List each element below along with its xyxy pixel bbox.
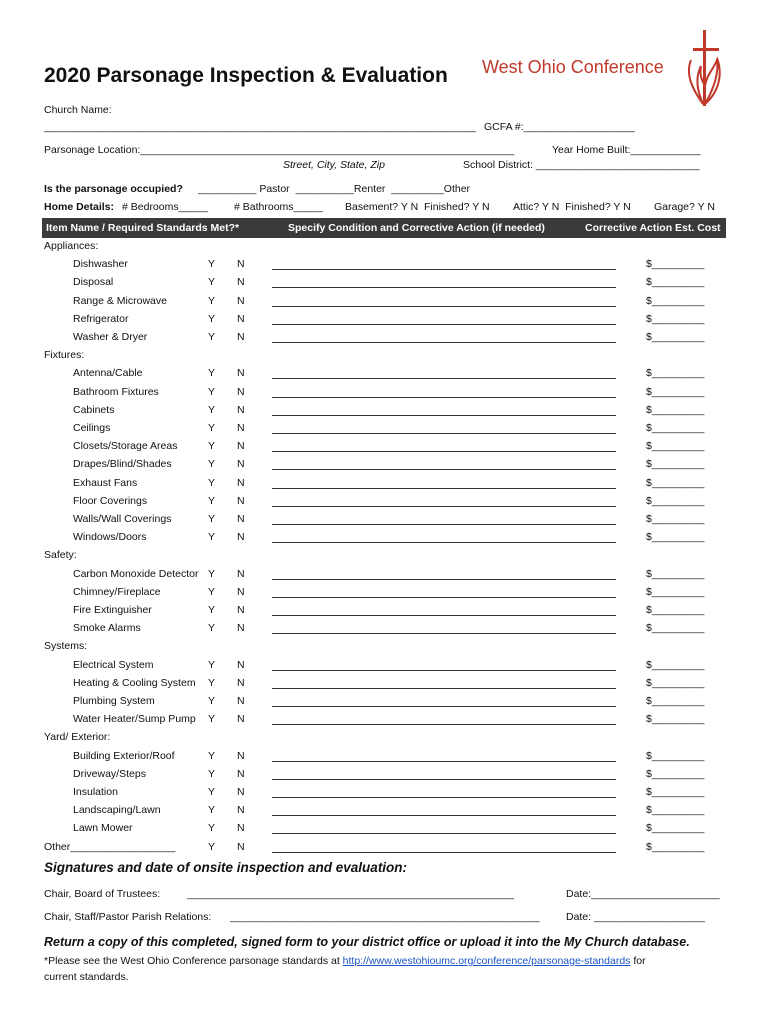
- note-suffix: for: [633, 955, 646, 967]
- condition-line[interactable]: [272, 688, 616, 689]
- yes-option[interactable]: Y: [208, 294, 216, 307]
- table-row: [0, 784, 770, 802]
- table-row: [0, 511, 770, 529]
- item-name: Refrigerator: [73, 312, 129, 325]
- no-option[interactable]: N: [237, 585, 245, 598]
- attic-field[interactable]: Attic? Y N Finished? Y N: [513, 201, 631, 213]
- header-item-name: Item Name / Required Standards Met?*: [46, 222, 240, 234]
- street-hint: Street, City, State, Zip: [283, 159, 385, 171]
- bedrooms-field[interactable]: # Bedrooms_____: [122, 201, 208, 213]
- table-row: [0, 839, 770, 857]
- cost-field[interactable]: $_________: [646, 804, 705, 817]
- condition-line[interactable]: [272, 415, 616, 416]
- cost-field[interactable]: $_________: [646, 440, 705, 453]
- yes-option[interactable]: Y: [208, 385, 216, 398]
- cost-field[interactable]: $_________: [646, 840, 705, 853]
- yes-option[interactable]: Y: [208, 676, 216, 689]
- condition-line[interactable]: [272, 542, 616, 543]
- cost-field[interactable]: $_________: [646, 749, 705, 762]
- category-label: Safety:: [44, 549, 77, 562]
- yes-option[interactable]: Y: [208, 786, 216, 798]
- date-field-2[interactable]: Date: ___________________: [566, 911, 705, 923]
- item-name: Water Heater/Sump Pump: [73, 713, 196, 726]
- table-row: [0, 766, 770, 784]
- table-row: [0, 620, 770, 638]
- condition-line[interactable]: [272, 761, 616, 762]
- condition-line[interactable]: [272, 597, 616, 598]
- table-row: [0, 365, 770, 383]
- table-row: [0, 693, 770, 711]
- item-name: Windows/Doors: [73, 531, 147, 544]
- item-name: Carbon Monoxide Detector: [73, 567, 199, 580]
- yes-option[interactable]: Y: [208, 658, 216, 671]
- condition-line[interactable]: [272, 815, 616, 816]
- cost-field[interactable]: $_________: [646, 567, 705, 580]
- conference-logo-text: West Ohio Conference: [482, 57, 664, 77]
- standards-note: [44, 955, 646, 967]
- table-row: [0, 402, 770, 420]
- table-row: [0, 566, 770, 584]
- table-row: [0, 675, 770, 693]
- cost-field[interactable]: $_________: [646, 458, 705, 471]
- table-row: [0, 657, 770, 675]
- home-details-label: Home Details:: [44, 201, 115, 213]
- item-name: Driveway/Steps: [73, 767, 146, 780]
- no-option[interactable]: N: [237, 604, 245, 616]
- no-option[interactable]: N: [237, 749, 245, 762]
- item-name: Fire Extinguisher: [73, 604, 152, 616]
- yes-option[interactable]: Y: [208, 258, 216, 271]
- item-name: Smoke Alarms: [73, 622, 141, 635]
- cross-flame-logo-icon: [683, 30, 723, 106]
- item-name: Disposal: [73, 276, 114, 289]
- item-name: Drapes/Blind/Shades: [73, 458, 172, 471]
- table-row: [0, 384, 770, 402]
- no-option[interactable]: N: [237, 804, 245, 817]
- yes-option[interactable]: Y: [208, 567, 216, 580]
- note-prefix: *Please see the West Ohio Conference parsonage standards at: [44, 955, 340, 967]
- yes-option[interactable]: Y: [208, 767, 216, 780]
- table-row: [0, 584, 770, 602]
- cost-field[interactable]: $_________: [646, 658, 705, 671]
- year-built-field[interactable]: Year Home Built:____________: [552, 144, 701, 156]
- church-name-label: Church Name:: [44, 104, 112, 116]
- yes-option[interactable]: Y: [208, 476, 216, 489]
- no-option[interactable]: N: [237, 567, 245, 580]
- no-option[interactable]: N: [237, 458, 245, 471]
- no-option[interactable]: N: [237, 440, 245, 453]
- yes-option[interactable]: Y: [208, 822, 216, 835]
- school-district-field[interactable]: School District: ____________________________: [463, 159, 700, 171]
- no-option[interactable]: N: [237, 494, 245, 507]
- chair-trustees-label: Chair, Board of Trustees:: [44, 888, 161, 900]
- condition-line[interactable]: [272, 833, 616, 834]
- condition-line[interactable]: [272, 724, 616, 725]
- category-label: Yard/ Exterior:: [44, 731, 111, 744]
- yes-option[interactable]: Y: [208, 494, 216, 507]
- church-name-field[interactable]: __________________________________________________________________________: [44, 121, 477, 133]
- standards-link[interactable]: http://www.westohioumc.org/conference/parsonage-standards: [342, 955, 631, 967]
- header-condition: Specify Condition and Corrective Action (if needed): [288, 222, 545, 234]
- page-title: 2020 Parsonage Inspection & Evaluation: [44, 64, 448, 87]
- no-option[interactable]: N: [237, 294, 245, 307]
- yes-option[interactable]: Y: [208, 403, 216, 416]
- condition-line[interactable]: [272, 342, 616, 343]
- cost-field[interactable]: $_________: [646, 767, 705, 780]
- table-row: [0, 311, 770, 329]
- no-option[interactable]: N: [237, 385, 245, 398]
- standards-note-line2: current standards.: [44, 971, 129, 983]
- yes-option[interactable]: Y: [208, 312, 216, 325]
- no-option[interactable]: N: [237, 695, 245, 707]
- no-option[interactable]: N: [237, 276, 245, 289]
- item-name: Heating & Cooling System: [73, 676, 196, 689]
- cost-field[interactable]: $_________: [646, 294, 705, 307]
- table-row: [0, 820, 770, 838]
- cost-field[interactable]: $_________: [646, 622, 705, 635]
- condition-line[interactable]: [272, 506, 616, 507]
- yes-option[interactable]: Y: [208, 604, 216, 616]
- cost-field[interactable]: $_________: [646, 695, 705, 707]
- item-name: Electrical System: [73, 658, 154, 671]
- table-row: [0, 456, 770, 474]
- yes-option[interactable]: Y: [208, 440, 216, 453]
- condition-line[interactable]: [272, 706, 616, 707]
- no-option[interactable]: N: [237, 258, 245, 271]
- cost-field[interactable]: $_________: [646, 258, 705, 271]
- cost-field[interactable]: $_________: [646, 513, 705, 525]
- category-row: [0, 638, 770, 656]
- yes-option[interactable]: Y: [208, 622, 216, 635]
- condition-line[interactable]: [272, 615, 616, 616]
- condition-line[interactable]: [272, 579, 616, 580]
- condition-line[interactable]: [272, 378, 616, 379]
- cost-field[interactable]: $_________: [646, 476, 705, 489]
- no-option[interactable]: N: [237, 622, 245, 635]
- no-option[interactable]: N: [237, 367, 245, 380]
- cost-field[interactable]: $_________: [646, 604, 705, 616]
- condition-line[interactable]: [272, 269, 616, 270]
- item-name: Lawn Mower: [73, 822, 133, 835]
- cost-field[interactable]: $_________: [646, 422, 705, 434]
- occupied-label: Is the parsonage occupied?: [44, 183, 183, 195]
- no-option[interactable]: N: [237, 531, 245, 544]
- condition-line[interactable]: [272, 433, 616, 434]
- cost-field[interactable]: $_________: [646, 585, 705, 598]
- yes-option[interactable]: Y: [208, 749, 216, 762]
- item-name: Building Exterior/Roof: [73, 749, 175, 762]
- item-name: Antenna/Cable: [73, 367, 143, 380]
- category-row: [0, 347, 770, 365]
- item-name: Dishwasher: [73, 258, 128, 271]
- condition-line[interactable]: [272, 524, 616, 525]
- category-label: Systems:: [44, 640, 88, 653]
- cost-field[interactable]: $_________: [646, 531, 705, 544]
- return-instructions: Return a copy of this completed, signed form to your district office or upload it into the My Church database.: [44, 935, 690, 949]
- condition-line[interactable]: [272, 324, 616, 325]
- no-option[interactable]: N: [237, 840, 245, 853]
- cost-field[interactable]: $_________: [646, 403, 705, 416]
- category-row: [0, 238, 770, 256]
- chair-sppr-signature-line[interactable]: _____________________________________________________: [230, 911, 540, 923]
- table-row: [0, 748, 770, 766]
- item-name: Landscaping/Lawn: [73, 804, 161, 817]
- table-row: [0, 293, 770, 311]
- item-name: Walls/Wall Coverings: [73, 513, 172, 525]
- yes-option[interactable]: Y: [208, 531, 216, 544]
- table-row: [0, 329, 770, 347]
- item-name: Washer & Dryer: [73, 331, 148, 343]
- cost-field[interactable]: $_________: [646, 676, 705, 689]
- table-row: [0, 602, 770, 620]
- category-row: [0, 729, 770, 747]
- cost-field[interactable]: $_________: [646, 822, 705, 835]
- date-field-1[interactable]: Date:______________________: [566, 888, 720, 900]
- gcfa-field[interactable]: GCFA #:___________________: [484, 121, 635, 133]
- cost-field[interactable]: $_________: [646, 786, 705, 798]
- table-row: [0, 529, 770, 547]
- item-name: Exhaust Fans: [73, 476, 138, 489]
- no-option[interactable]: N: [237, 513, 245, 525]
- basement-field[interactable]: Basement? Y N Finished? Y N: [345, 201, 490, 213]
- item-name: Ceilings: [73, 422, 111, 434]
- condition-line[interactable]: [272, 451, 616, 452]
- signatures-heading: Signatures and date of onsite inspection and evaluation:: [44, 860, 408, 875]
- condition-line[interactable]: [272, 397, 616, 398]
- table-row: [0, 802, 770, 820]
- yes-option[interactable]: Y: [208, 585, 216, 598]
- no-option[interactable]: N: [237, 422, 245, 434]
- item-name: Bathroom Fixtures: [73, 385, 159, 398]
- table-row: [0, 274, 770, 292]
- yes-option[interactable]: Y: [208, 458, 216, 471]
- condition-line[interactable]: [272, 469, 616, 470]
- no-option[interactable]: N: [237, 676, 245, 689]
- no-option[interactable]: N: [237, 403, 245, 416]
- cost-field[interactable]: $_________: [646, 713, 705, 726]
- table-row: [0, 711, 770, 729]
- yes-option[interactable]: Y: [208, 713, 216, 726]
- category-row: [0, 547, 770, 565]
- yes-option[interactable]: Y: [208, 513, 216, 525]
- yes-option[interactable]: Y: [208, 804, 216, 817]
- no-option[interactable]: N: [237, 476, 245, 489]
- table-row: [0, 493, 770, 511]
- no-option[interactable]: N: [237, 822, 245, 835]
- item-name: Plumbing System: [73, 695, 155, 707]
- cost-field[interactable]: $_________: [646, 494, 705, 507]
- cost-field[interactable]: $_________: [646, 385, 705, 398]
- no-option[interactable]: N: [237, 658, 245, 671]
- garage-field[interactable]: Garage? Y N: [654, 201, 715, 213]
- condition-line[interactable]: [272, 670, 616, 671]
- condition-line[interactable]: [272, 306, 616, 307]
- item-name: Closets/Storage Areas: [73, 440, 178, 453]
- header-cost: Corrective Action Est. Cost: [585, 222, 721, 234]
- yes-option[interactable]: Y: [208, 331, 216, 343]
- cost-field[interactable]: $_________: [646, 331, 705, 343]
- condition-line[interactable]: [272, 797, 616, 798]
- condition-line[interactable]: [272, 287, 616, 288]
- item-name: Range & Microwave: [73, 294, 167, 307]
- category-label: Appliances:: [44, 240, 99, 252]
- item-name[interactable]: Other__________________: [44, 840, 176, 853]
- yes-option[interactable]: Y: [208, 367, 216, 380]
- yes-option[interactable]: Y: [208, 276, 216, 289]
- category-label: Fixtures:: [44, 349, 85, 362]
- condition-line[interactable]: [272, 779, 616, 780]
- item-name: Insulation: [73, 786, 118, 798]
- table-header: [42, 218, 726, 238]
- yes-option[interactable]: Y: [208, 840, 216, 853]
- bathrooms-field[interactable]: # Bathrooms_____: [234, 201, 323, 213]
- parsonage-location-field[interactable]: Parsonage Location:________________________________________________________________: [44, 144, 515, 156]
- no-option[interactable]: N: [237, 767, 245, 780]
- cost-field[interactable]: $_________: [646, 276, 705, 289]
- item-name: Floor Coverings: [73, 494, 148, 507]
- yes-option[interactable]: Y: [208, 695, 216, 707]
- no-option[interactable]: N: [237, 713, 245, 726]
- table-row: [0, 438, 770, 456]
- condition-line[interactable]: [272, 488, 616, 489]
- table-row: [0, 256, 770, 274]
- condition-line[interactable]: [272, 852, 616, 853]
- table-row: [0, 475, 770, 493]
- no-option[interactable]: N: [237, 331, 245, 343]
- no-option[interactable]: N: [237, 312, 245, 325]
- condition-line[interactable]: [272, 633, 616, 634]
- occupied-options[interactable]: __________ Pastor __________Renter _________Other: [198, 183, 471, 195]
- item-name: Cabinets: [73, 403, 115, 416]
- chair-trustees-signature-line[interactable]: ________________________________________________________: [187, 888, 515, 900]
- table-row: [0, 420, 770, 438]
- yes-option[interactable]: Y: [208, 422, 216, 434]
- no-option[interactable]: N: [237, 786, 245, 798]
- cost-field[interactable]: $_________: [646, 312, 705, 325]
- chair-sppr-label: Chair, Staff/Pastor Parish Relations:: [44, 911, 212, 923]
- item-name: Chimney/Fireplace: [73, 585, 161, 598]
- cost-field[interactable]: $_________: [646, 367, 705, 380]
